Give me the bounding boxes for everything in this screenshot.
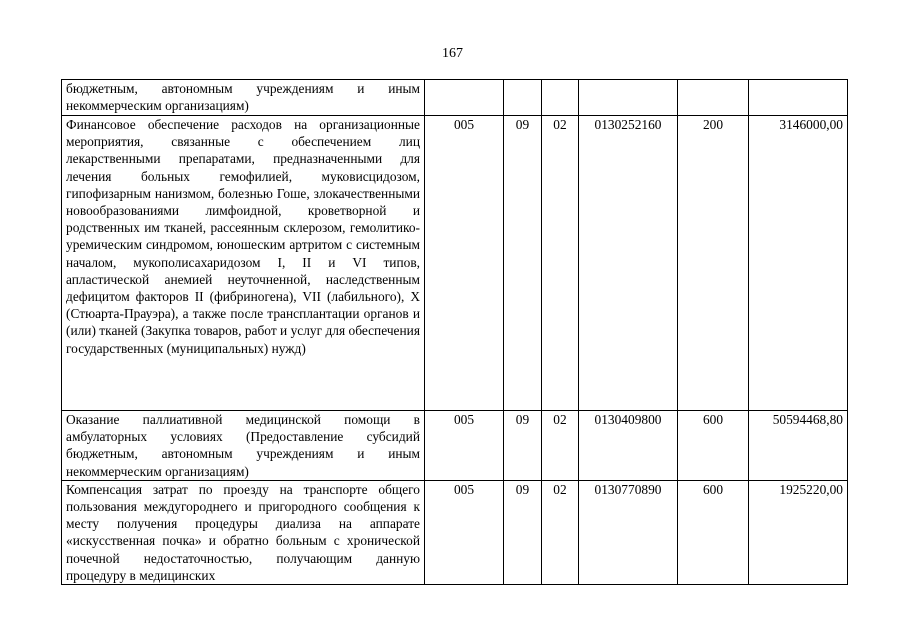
row-expense-type: 200 — [678, 116, 749, 411]
row-target-code — [579, 80, 678, 116]
row-section-code: 09 — [504, 411, 542, 481]
row-expense-type: 600 — [678, 480, 749, 584]
table-row — [62, 411, 848, 481]
row-expense-type: 600 — [678, 411, 749, 481]
row-ministry-code — [425, 80, 504, 116]
row-amount: 50594468,80 — [749, 411, 848, 481]
row-description-text: Компенсация затрат по проезду на транспорте общего пользования междугороднего и пригородного сообщения к месту получения процедуры диализа на аппарате «искусственная почка» и обратно больным с хронической почечной недостаточностью, получающим данную процедуру в медицинских — [66, 481, 420, 583]
row-subsection-code: 02 — [542, 411, 579, 481]
row-ministry-code: 005 — [425, 480, 504, 584]
row-target-code: 0130252160 — [579, 116, 678, 411]
table-row — [62, 480, 848, 584]
row-description: бюджетным, автономным учреждениям и иным некоммерческим организациям) — [62, 80, 425, 116]
row-description: Оказание паллиативной медицинской помощи в амбулаторных условиях (Предоставление субсидий бюджетным, автономным учреждениям и иным некоммерческим организациям) — [62, 411, 425, 481]
row-subsection-code: 02 — [542, 480, 579, 584]
row-subsection-code: 02 — [542, 116, 579, 411]
row-subsection-code — [542, 80, 579, 116]
row-target-code: 0130409800 — [579, 411, 678, 481]
row-description: Финансовое обеспечение расходов на организационные мероприятия, связанные с обеспечением лиц лекарственными препаратами, предназначенными для лечения больных гемофилией, муковисцидозом, гипофизарным нанизмом, болезнью Гоше, злокачественными новообразованиями лимфоидной, кроветворной и родственных им тканей, рассеянным склерозом, гемолитико-уремическим синдромом, юношеским артритом с системным началом, мукополисахаридозом I, II и VI типов, апластической анемией неуточненной, наследственным дефицитом факторов II (фибриногена), VII (лабильного), X (Стюарта-Прауэра), а также после трансплантации органов и (или) тканей (Закупка товаров, работ и услуг для обеспечения государственных (муниципальных) нужд) — [62, 116, 425, 411]
table-row — [62, 116, 848, 411]
row-expense-type — [678, 80, 749, 116]
page-number: 167 — [442, 46, 463, 61]
table-row — [62, 80, 848, 116]
row-amount — [749, 80, 848, 116]
row-description — [62, 480, 425, 584]
row-amount: 3146000,00 — [749, 116, 848, 411]
budget-table — [61, 79, 848, 585]
row-section-code: 09 — [504, 480, 542, 584]
row-ministry-code: 005 — [425, 116, 504, 411]
row-ministry-code: 005 — [425, 411, 504, 481]
row-section-code: 09 — [504, 116, 542, 411]
row-amount: 1925220,00 — [749, 480, 848, 584]
row-target-code: 0130770890 — [579, 480, 678, 584]
row-section-code — [504, 80, 542, 116]
